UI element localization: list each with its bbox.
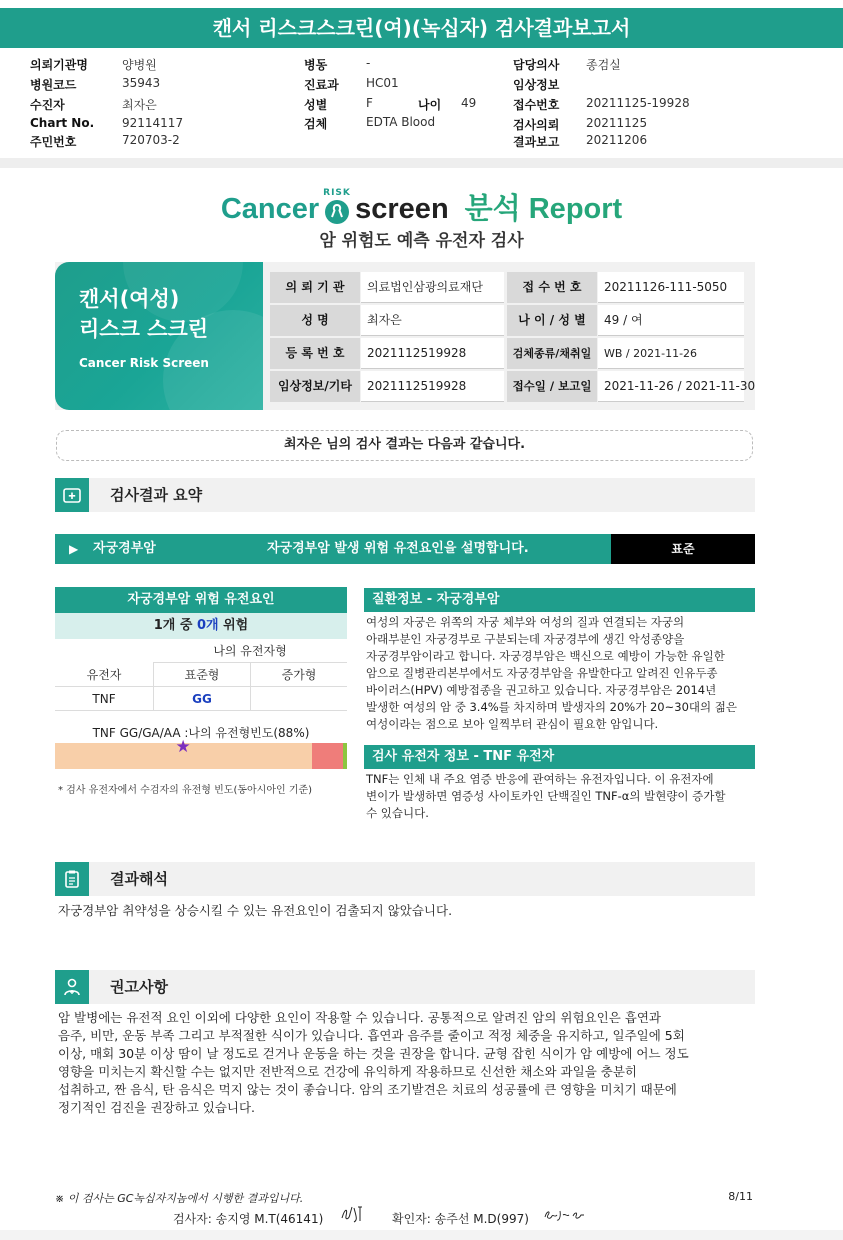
brand-report: 분석 Report (464, 193, 623, 225)
text-line: 여성이라는 점으로 보아 일찍부터 관심이 필요한 암입니다. (366, 717, 659, 731)
frequency-segment-ga (312, 743, 343, 769)
tester-signature (340, 1204, 366, 1227)
recommendation-text (58, 1009, 689, 1117)
greeting-banner: 최자은 님의 검사 결과는 다음과 같습니다. (56, 430, 753, 461)
risk-count (55, 613, 347, 639)
value-institution: 양병원 (122, 58, 157, 72)
disease-info-header: 질환정보 - 자궁경부암 (364, 588, 755, 612)
label-cell: 검체종류/채취일 (507, 338, 597, 369)
risk-status-badge: 표준 (611, 534, 755, 564)
card-title-panel (55, 262, 263, 410)
ribbon-icon (323, 187, 351, 224)
label-institution: 의뢰기관명 (30, 58, 88, 72)
text-line: 자궁경부암이라고 합니다. 자궁경부암은 백신으로 예방이 가능한 유일한 (366, 649, 725, 663)
interpretation-text: 자궁경부암 취약성을 상승시킬 수 있는 유전요인이 검출되지 않았습니다. (58, 903, 453, 918)
label-cell: 임상정보/기타 (270, 371, 360, 402)
frequency-segment-aa (343, 743, 347, 769)
text-line: 바이러스(HPV) 예방접종을 권고하고 있습니다. 자궁경부암은 2014년 (366, 683, 717, 697)
label-ward: 병동 (304, 58, 328, 72)
table-row (270, 338, 744, 370)
text-line: 발생한 여성의 암 중 3.4%를 차지하며 발생자의 20%가 20~30대의 젊은 (366, 700, 737, 714)
label-cell: 접수일 / 보고일 (507, 371, 597, 402)
label-chart-no: Chart No. (30, 116, 95, 130)
page-number: 8/11 (728, 1190, 753, 1203)
section-interpretation-header (55, 862, 755, 896)
my-genotype-star-icon: ★ (175, 737, 191, 757)
separator-band (0, 158, 843, 168)
value-receipt-no: 20211125-19928 (586, 96, 690, 110)
value-cell: 2021-11-26 / 2021-11-30 (598, 371, 744, 402)
risk-count-prefix: 1개 중 (153, 618, 193, 633)
play-arrow-icon: ▶ (69, 542, 79, 556)
brand-risk: RISK (323, 187, 351, 198)
value-hospital-code: 35943 (122, 76, 161, 90)
value-cell: 2021112519928 (361, 371, 504, 402)
value-doctor: 종검실 (586, 58, 621, 72)
value-chart-no: 92114117 (122, 116, 184, 130)
value-cell: WB / 2021-11-26 (598, 338, 744, 369)
my-genotype-header: 나의 유전자형 (153, 639, 347, 663)
genotype-table (55, 639, 347, 713)
text-line: TNF는 인체 내 주요 염증 반응에 관여하는 유전자입니다. 이 유전자에 (366, 772, 714, 786)
section-recommendation-title: 권고사항 (110, 978, 168, 996)
patient-card (55, 262, 755, 410)
standard-column-header: 표준형 (153, 663, 250, 687)
disease-info-text (366, 614, 752, 733)
gene-info-header: 검사 유전자 정보 - TNF 유전자 (364, 745, 755, 769)
section-interpretation-title: 결과해석 (110, 870, 168, 888)
card-title-line1: 캔서(여성) (79, 287, 180, 311)
empty-cell (55, 639, 153, 663)
text-line: 아래부분인 자궁경부로 구분되는데 자궁경부에 생긴 악성종양을 (366, 632, 685, 646)
label-department: 진료과 (304, 78, 339, 92)
report-title: 캔서 리스크스크린(여)(녹십자) 검사결과보고서 (0, 8, 843, 48)
section-recommendation-header (55, 970, 755, 1004)
risk-count-suffix: 위험 (223, 618, 249, 633)
value-ward: - (366, 56, 371, 70)
value-cell: 최자은 (361, 305, 504, 336)
brand-screen: screen (355, 193, 449, 225)
table-row (270, 272, 744, 304)
gene-column-header: 유전자 (55, 663, 153, 687)
label-cell: 의 뢰 기 관 (270, 272, 360, 303)
label-cell: 접 수 번 호 (507, 272, 597, 303)
label-cell: 성 명 (270, 305, 360, 336)
report-header-info (0, 56, 843, 160)
value-request-date: 20211125 (586, 116, 648, 130)
confirmer-name: 확인자: 송주선 M.D(997) (392, 1212, 529, 1226)
card-title-en: Cancer Risk Screen (79, 356, 209, 370)
text-line: 암 발병에는 유전적 요인 이외에 다양한 요인이 작용할 수 있습니다. 공통적으로 알려진 암의 위험요인은 흡연과 (58, 1010, 661, 1025)
footer-note: ※ 이 검사는 GC녹십자지놈에서 시행한 결과입니다. (55, 1192, 304, 1205)
genotype-frequency-bar (55, 743, 347, 769)
value-department: HC01 (366, 76, 399, 90)
label-doctor: 담당의사 (513, 58, 560, 72)
value-report-date: 20211206 (586, 133, 648, 147)
text-line: 정기적인 검진을 권장하고 있습니다. (58, 1100, 256, 1115)
card-title-line2: 리스크 스크린 (79, 317, 209, 341)
tester-name: 검사자: 송지영 M.T(46141) (173, 1212, 324, 1226)
cancer-name: 자궁경부암 (93, 541, 156, 556)
risk-factor-title: 자궁경부암 위험 유전요인 (55, 587, 347, 613)
increased-column-header: 증가형 (250, 663, 347, 687)
gene-standard-value: GG (153, 687, 250, 711)
value-age: 49 (461, 96, 477, 110)
label-clinical-info: 임상정보 (513, 78, 560, 92)
doctor-icon (55, 970, 89, 1004)
text-line: 변이가 발생하면 염증성 사이토카인 단백질인 TNF-α의 발현량이 증가할 (366, 789, 726, 803)
value-cell: 20211126-111-5050 (598, 272, 744, 303)
clipboard-icon (55, 862, 89, 896)
cancer-description: 자궁경부암 발생 위험 유전요인을 설명합니다. (267, 541, 529, 556)
label-cell: 나 이 / 성 별 (507, 305, 597, 336)
frequency-label: TNF GG/GA/AA :나의 유전형빈도(88%) (92, 726, 310, 740)
gene-increased-value (250, 687, 347, 711)
label-resident-no: 주민번호 (30, 135, 77, 149)
risk-count-value: 0개 (196, 618, 219, 633)
label-sex: 성별 (304, 98, 328, 112)
section-summary-title: 검사결과 요약 (110, 486, 203, 504)
text-line: 영향을 미치는지 확신할 수는 없지만 전반적으로 건강에 유익하게 작용하므로 신선한 채소와 과일을 충분히 (58, 1064, 637, 1079)
brand-logo (0, 186, 843, 226)
gene-name: TNF (55, 687, 153, 711)
section-summary-header (55, 478, 755, 512)
text-line: 섭취하고, 짠 음식, 탄 음식은 먹지 않는 것이 좋습니다. 암의 조기발견은 치료의 성공률에 큰 영향을 미치기 때문에 (58, 1082, 677, 1097)
gene-info-text (366, 771, 752, 822)
value-cell: 의료법인삼광의료재단 (361, 272, 504, 303)
value-examinee: 최자은 (122, 98, 157, 112)
report-subtitle: 암 위험도 예측 유전자 검사 (319, 231, 524, 251)
label-report-date: 결과보고 (513, 135, 560, 149)
label-cell: 등 록 번 호 (270, 338, 360, 369)
text-line: 수 있습니다. (366, 806, 429, 820)
value-resident-no: 720703-2 (122, 133, 180, 147)
text-line: 여성의 자궁은 위쪽의 자궁 체부와 여성의 질과 연결되는 자궁의 (366, 615, 685, 629)
folder-plus-icon (55, 478, 89, 512)
value-sex: F (366, 96, 373, 110)
risk-factor-box (55, 587, 347, 713)
label-request-date: 검사의뢰 (513, 118, 560, 132)
text-line: 이상, 매회 30분 이상 땀이 날 정도로 걷거나 운동을 하는 것을 권장을 합니다. 균형 잡힌 식이가 암 예방에 어느 정도 (58, 1046, 689, 1061)
label-age: 나이 (418, 98, 442, 112)
brand-cancer: Cancer (220, 193, 320, 225)
label-hospital-code: 병원코드 (30, 78, 77, 92)
text-line: 암으로 질병관리본부에서도 자궁경부암을 유발한다고 알려진 인유두종 (366, 666, 718, 680)
bottom-band (0, 1230, 843, 1240)
label-specimen: 검체 (304, 117, 328, 131)
frequency-note: * 검사 유전자에서 수검자의 유전형 빈도(동아시아인 기준) (58, 785, 313, 796)
text-line: 음주, 비만, 운동 부족 그리고 부적절한 식이가 있습니다. 흡연과 음주를 줄이고 적정 체중을 유지하고, 일주일에 5회 (58, 1028, 685, 1043)
confirmer-signature (543, 1207, 587, 1226)
table-row (270, 305, 744, 337)
label-examinee: 수진자 (30, 98, 65, 112)
value-cell: 2021112519928 (361, 338, 504, 369)
table-row (270, 371, 756, 403)
cervical-cancer-summary-bar (55, 534, 755, 564)
value-specimen: EDTA Blood (366, 115, 436, 129)
label-receipt-no: 접수번호 (513, 98, 560, 112)
card-title (79, 284, 208, 344)
value-cell: 49 / 여 (598, 305, 744, 336)
